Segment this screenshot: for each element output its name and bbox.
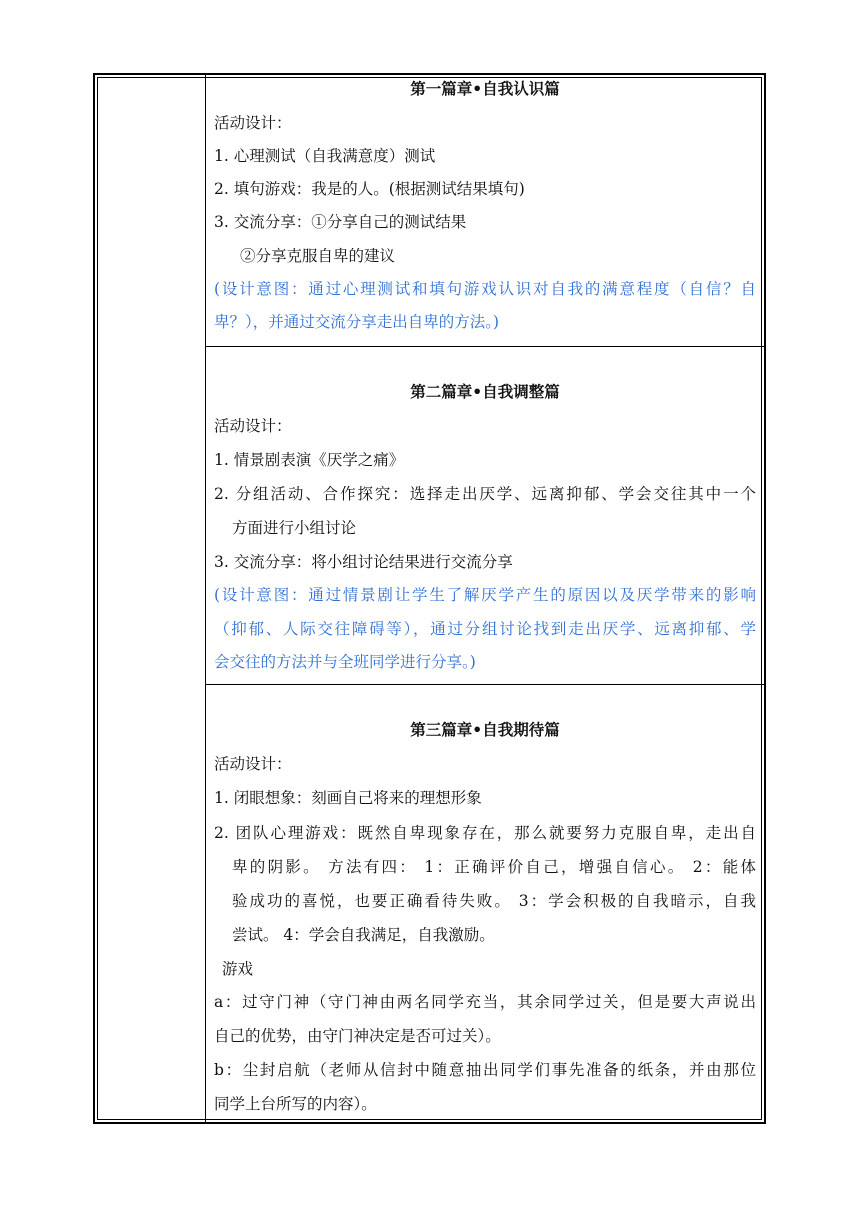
- activity-item-2-cont-2: 验成功的喜悦，也要正确看待失败。 3：学会积极的自我暗示，自我: [232, 892, 756, 910]
- design-intent-line-1: (设计意图：通过心理测试和填句游戏认识对自我的满意程度（自信？自: [214, 280, 756, 298]
- game-a-line-2: 自己的优势，由守门神决定是否可过关）。: [214, 1027, 501, 1045]
- activity-table: [93, 73, 766, 1124]
- activity-item-1: 1. 闭眼想象：刻画自己将来的理想形象: [214, 789, 482, 807]
- design-intent-line-2: 卑？），并通过交流分享走出自卑的方法。): [214, 313, 500, 331]
- left-empty-column: [95, 75, 206, 1122]
- section-self-adjustment: [206, 347, 764, 685]
- design-intent-line-1: (设计意图：通过情景剧让学生了解厌学产生的原因以及厌学带来的影响: [214, 586, 756, 604]
- game-b-line-1: b：尘封启航（老师从信封中随意抽出同学们事先准备的纸条，并由那位: [214, 1061, 756, 1079]
- section-title: 第一篇章•自我认识篇: [410, 79, 560, 98]
- game-b-line-2: 同学上台所写的内容）。: [214, 1095, 377, 1113]
- activity-item-2: 2. 分组活动、合作探究：选择走出厌学、远离抑郁、学会交往其中一个: [214, 485, 756, 503]
- design-intent-line-2: （抑郁、人际交往障碍等），通过分组讨论找到走出厌学、远离抑郁、学: [214, 620, 756, 638]
- design-intent-line-3: 会交往的方法并与全班同学进行分享。): [214, 653, 476, 671]
- section-title: 第三篇章•自我期待篇: [410, 720, 560, 739]
- activity-item-2-cont-1: 卑的阴影。 方法有四： 1：正确评价自己，增强自信心。 2：能体: [232, 858, 756, 876]
- section-title: 第二篇章•自我调整篇: [410, 382, 560, 401]
- section-self-expectation: [206, 685, 764, 1122]
- activity-item-2: 2. 团队心理游戏：既然自卑现象存在，那么就要努力克服自卑，走出自: [214, 824, 756, 842]
- activity-item-2-cont: 方面进行小组讨论: [232, 519, 357, 537]
- activity-design-label: 活动设计：: [214, 755, 292, 773]
- activity-item-3: 3. 交流分享：①分享自己的测试结果: [214, 213, 467, 231]
- activity-design-label: 活动设计：: [214, 417, 292, 435]
- activity-item-1: 1. 心理测试（自我满意度）测试: [214, 147, 436, 165]
- activity-item-1: 1. 情景剧表演《厌学之痛》: [214, 451, 405, 469]
- activity-design-label: 活动设计：: [214, 114, 292, 132]
- activity-item-2: 2. 填句游戏：我是的人。(根据测试结果填句): [214, 180, 525, 198]
- activity-item-3-sub: ②分享克服自卑的建议: [240, 247, 396, 265]
- section-self-awareness: [206, 75, 764, 347]
- activity-content-column: [206, 75, 764, 1122]
- games-label: 游戏: [222, 960, 254, 978]
- activity-item-3: 3. 交流分享：将小组讨论结果进行交流分享: [214, 553, 513, 571]
- activity-item-2-cont-3: 尝试。 4：学会自我满足，自我激励。: [232, 926, 495, 944]
- game-a-line-1: a：过守门神（守门神由两名同学充当，其余同学过关，但是要大声说出: [214, 993, 756, 1011]
